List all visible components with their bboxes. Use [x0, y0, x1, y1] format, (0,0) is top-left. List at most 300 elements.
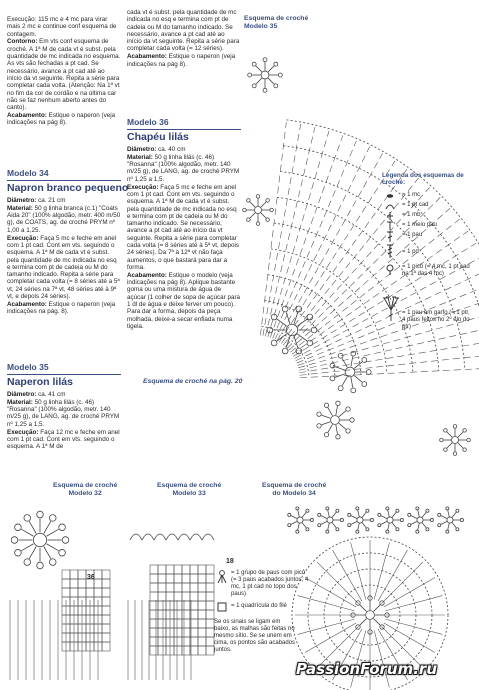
stitch-stroke [422, 512, 426, 517]
legend-item: = 1 pau [382, 231, 474, 244]
stitch-stroke [261, 213, 266, 218]
stitch-stroke [21, 529, 33, 536]
picot-loop [330, 376, 335, 381]
picot-loop [336, 509, 339, 512]
stitch-stroke [360, 605, 367, 612]
picot-loop [378, 524, 381, 527]
filet-square [86, 588, 94, 597]
filet-square [158, 574, 166, 583]
picot-loop [252, 84, 256, 88]
stitch-stroke [374, 619, 381, 626]
stitch-stroke [358, 510, 359, 516]
picot-loop [350, 418, 354, 422]
filet-square [102, 579, 110, 588]
stitch-stroke [418, 523, 419, 529]
legend-title: Legenda dos esquemas de croché: [382, 172, 464, 187]
filet-square [102, 588, 110, 597]
paragraph: Execução: Faça 5 mc e feche em anel com 1 pt cad. Cont em vts. seguindo o esquema. A 1ª M de cada vt é subst. pela quantidade de mc indicada no esq e termina com pt de cadeia ou M do tamanho indicado. Repita a série para completar cada volta (= 8 séries até a 5ª vt, 24 séries na 7ª vt, 48 séries até à 9ª vt, e depois 24 séries). [7, 234, 120, 301]
legend-secondary [214, 570, 310, 654]
stitch-stroke [328, 510, 329, 516]
stitch-stroke [441, 522, 447, 525]
filet-square [174, 583, 182, 592]
filet-square [158, 628, 166, 637]
picot-loop [282, 348, 288, 354]
filet-square [166, 583, 174, 592]
filet-square [190, 574, 198, 583]
picot-loop [426, 528, 429, 531]
paragraph: Diâmetro: ca. 40 cm [127, 146, 186, 153]
stitch-stroke [302, 523, 306, 528]
filet-square [190, 583, 198, 592]
stitch-stroke [392, 512, 396, 517]
model-36-label: Modelo 36 [127, 117, 169, 127]
picot-loop [62, 537, 69, 544]
picot-loop [24, 515, 31, 522]
legend-item: = 1 meio pau [382, 221, 474, 231]
filet-square [94, 588, 102, 597]
stitch-stroke [335, 367, 345, 371]
model-36-title: Chapéu lilás [127, 131, 189, 143]
stitch-stroke [447, 432, 452, 437]
picot-loop [15, 524, 22, 531]
picot-loop [59, 524, 66, 531]
picot-loop [271, 340, 277, 346]
stitch-ray [273, 141, 357, 339]
stitch-stroke [447, 443, 452, 448]
stitch-ray [275, 147, 370, 340]
filet-square [206, 628, 214, 637]
arc-loop [154, 534, 166, 540]
picot-loop [296, 530, 299, 533]
filet-square [166, 574, 174, 583]
picot-loop [296, 507, 299, 510]
stitch-stroke [381, 522, 387, 525]
filet-square [102, 624, 110, 633]
legend-item: = 1 mc [382, 191, 474, 201]
filet-square [198, 628, 206, 637]
picot-loop [446, 507, 449, 510]
filet-square [70, 570, 78, 579]
picot-loop [278, 73, 282, 77]
half-treble-icon [382, 221, 398, 231]
filet-square [174, 592, 182, 601]
chart-page-note: Esquema de croché na pág. 20 [143, 378, 243, 385]
stitch-stroke [362, 523, 366, 528]
picot-loop [446, 530, 449, 533]
tick-icon [382, 211, 398, 221]
stitch-stroke [286, 312, 290, 324]
filet-square [182, 619, 190, 628]
stitch-stroke [448, 523, 449, 529]
filet-square [166, 592, 174, 601]
stitch-stroke [46, 529, 58, 536]
filet-square [198, 646, 206, 655]
stitch-stroke [328, 523, 329, 529]
filet-square [62, 588, 70, 597]
stitch-stroke [351, 356, 353, 366]
picot-loop [426, 509, 429, 512]
picot-loop [467, 438, 471, 442]
filet-square [158, 601, 166, 610]
legend-footnote: Se os sinais se ligam em baixo, as malhas são feitas no mesmo sítio. Se se unem em cima, os pontos são acabados juntos. [214, 619, 296, 653]
stitch-ray [378, 550, 408, 601]
paragraph: Contorno: Em vts conf esquema de croché. A 1ª M de cada vt é subst. pela quantidade de mc indicada no esquema. As vts são fechadas a pt cad. Se necessário, avance a pt cad até ao início da vt seguinte. Repita a série para completar cada volta. (Atenção: Na 1ª vt no fim da cor de cordão e na última car não se faz nenhum aberto antes do canto). [7, 38, 121, 112]
filet-square [198, 619, 206, 628]
picot-loop [306, 509, 309, 512]
stitch-ray [374, 630, 389, 687]
picot-loop [460, 518, 463, 521]
legend-item: = 1 picô (= 4 mc, 1 pt cad na 1ª das 4 mc) [382, 264, 474, 292]
filet-square [206, 637, 214, 646]
filet-square [182, 646, 190, 655]
picot-loop [37, 511, 44, 518]
stitch-stroke [321, 516, 327, 519]
stitch-stroke [351, 516, 357, 519]
filet-square [198, 637, 206, 646]
stitch-ray [351, 630, 366, 687]
picot-loop [318, 524, 321, 527]
picot-loop [456, 509, 459, 512]
filet-square [78, 579, 86, 588]
filet-square [174, 610, 182, 619]
stitch-stroke [452, 523, 456, 528]
filet-square [102, 597, 110, 606]
picot-loop [288, 524, 291, 527]
picot-loop [270, 208, 274, 212]
picot-loop [453, 452, 457, 456]
picot-loop [310, 518, 313, 521]
filet-square [158, 583, 166, 592]
stitch-stroke [354, 376, 362, 383]
picot-loop [346, 407, 350, 411]
picot-loop [366, 509, 369, 512]
stitch-stroke [452, 512, 456, 517]
picot-loop [444, 448, 448, 452]
picot-loop [400, 518, 403, 521]
paragraph: Acabamento: Estique o naperon (veja indicações na pág 8). [127, 53, 236, 68]
filet-square [174, 574, 182, 583]
filet-square [62, 570, 70, 579]
paragraph: Material: 50 g linha lilás (c. 46) "Rosanna" (100% algodão, metr. 140 m/25 g), de LANG, ag. de croché PRYM nº 1,25 a 1,5. [7, 398, 120, 428]
stitch-stroke [360, 619, 367, 626]
filet-square [150, 601, 158, 610]
stitch-stroke [268, 78, 274, 84]
stitch-ray [305, 623, 356, 653]
paragraph: Material: 50 g linha branca (c.1) "Coats Aida 20" (100% algodão, metr. 400 m/50 g), de COATS, ag. de croché PRYM nº 1,00 a 1,25. [7, 204, 121, 234]
picot-loop [386, 530, 389, 533]
picot-loop [49, 515, 56, 522]
ring [327, 517, 333, 523]
arc-icon [382, 201, 398, 211]
filet-square [158, 565, 166, 574]
stitch-stroke [374, 605, 381, 612]
filet-square [182, 574, 190, 583]
ring [357, 517, 363, 523]
chart-title-model-35: Esquema de croché Modelo 35 [244, 15, 309, 30]
picot-loop [307, 340, 313, 346]
ring [451, 436, 458, 443]
picot-loop [351, 388, 356, 393]
filet-square [102, 615, 110, 624]
filet-square [150, 646, 158, 655]
ring [297, 517, 303, 523]
stitch-stroke [298, 510, 299, 516]
filet-square [182, 601, 190, 610]
paragraph: Diâmetro: ca. 21 cm [7, 197, 66, 204]
filet-square [198, 565, 206, 574]
picot-loop [274, 84, 278, 88]
picot-loop [362, 358, 367, 363]
ring [417, 517, 423, 523]
dot-icon [382, 191, 398, 201]
stitch-stroke [362, 512, 366, 517]
picot-loop [317, 424, 321, 428]
picot-loop [366, 528, 369, 531]
picot-loop [463, 429, 467, 433]
picot-loop [59, 549, 66, 556]
filet-square [102, 642, 110, 651]
picot-loop [366, 370, 371, 375]
paragraph: Acabamento: Estique o naperon (veja indicações na pág 8). [7, 112, 116, 127]
ring [254, 206, 261, 213]
stitch-ray [351, 543, 366, 600]
filet-square [206, 601, 214, 610]
picot-loop [348, 524, 351, 527]
filet-square [150, 610, 158, 619]
cluster-icon [214, 570, 230, 584]
picot-loop [416, 507, 419, 510]
picot-loop [348, 513, 351, 516]
picot-loop [396, 509, 399, 512]
filet-square [102, 633, 110, 642]
stitch-stroke [351, 377, 353, 387]
stitch-stroke [351, 522, 357, 525]
picot-loop [263, 58, 267, 62]
stitch-stroke [277, 334, 287, 341]
filet-square [158, 610, 166, 619]
picot-loop [266, 218, 270, 222]
paragraph: Execução: Faça 5 mc e feche em anel com 1 pt cad. Cont em vts. seguindo o esquema. A 1ª M de cada vt é subst. pela quantidade de mc indicada no esq e termina com pt de cadeia ou M do tamanho indicado. Se necessário, avance a pt cad até ao início da vt seguinte. Repita a série para completar cada volta (= 8 séries até à 5ª vt, depois 24 séries). Da 7ª à 12ª vt não faça aumentos, o que bastará para dar a forma. [127, 183, 240, 271]
picot-loop [24, 559, 31, 566]
stitch-stroke [458, 443, 463, 448]
filet-square [182, 610, 190, 619]
stitch-stroke [291, 516, 297, 519]
filet-square [158, 619, 166, 628]
stitch-ray [385, 619, 442, 634]
picot-loop [266, 199, 270, 203]
watermark: PassionForum.ru [296, 660, 438, 678]
stitch-stroke [328, 408, 333, 416]
picot-loop [338, 386, 343, 391]
filet-square [182, 565, 190, 574]
picot-loop [416, 530, 419, 533]
paragraph: Execução: 115 mc e 4 mc para virar mais 2 mc e continue conf esquema de contagem. [7, 16, 117, 38]
stitch-stroke [44, 546, 51, 558]
picot-loop [463, 448, 467, 452]
picot-loop [336, 435, 340, 439]
stitch-ray [374, 543, 389, 600]
picot-loop [324, 433, 328, 437]
filet-square [94, 579, 102, 588]
stitch-stroke [268, 66, 274, 72]
stitch-stroke [298, 523, 299, 529]
stitch-stroke [29, 521, 36, 533]
filet-square [206, 646, 214, 655]
filet-square [78, 588, 86, 597]
legend-item: = 1 pau em garfo (= 1 ptr, 4 paus feitos no 2º elo do ptr) [382, 296, 474, 330]
stitch-stroke [448, 510, 449, 516]
filet-square [166, 565, 174, 574]
filet-square [62, 579, 70, 588]
stitch-stroke [422, 523, 426, 528]
picot-loop [326, 507, 329, 510]
model-35-label: Modelo 35 [7, 362, 49, 372]
legend-item: = 1 quadrícula do filé [214, 602, 310, 614]
arc-loop [130, 534, 142, 540]
paragraph: Diâmetro: ca. 41 cm [7, 391, 66, 398]
stitch-stroke [392, 523, 396, 528]
filet-square [182, 583, 190, 592]
filet-square [190, 565, 198, 574]
picot-loop [252, 62, 256, 66]
stitch-stroke [418, 510, 419, 516]
stitch-stroke [328, 424, 333, 432]
filet-square [158, 592, 166, 601]
ring [366, 611, 375, 620]
picot-loop [351, 351, 356, 356]
filet-square [174, 646, 182, 655]
stitch-stroke [339, 423, 346, 429]
double-treble-icon [382, 244, 398, 259]
arc-loop [202, 534, 214, 540]
picot-loop [37, 562, 44, 569]
paragraph: Execução: Faça 12 mc e feche em anel com 1 pt cad. Cont em vts. seguindo o esquema. A 1ª M de [7, 428, 120, 451]
picot-loop [263, 88, 267, 92]
filet-square [198, 592, 206, 601]
filet-square [102, 570, 110, 579]
stitch-stroke [342, 377, 347, 386]
picot-loop [408, 513, 411, 516]
picot-loop [456, 528, 459, 531]
filet-square [182, 592, 190, 601]
stitch-stroke [388, 510, 389, 516]
stitch-stroke [256, 66, 262, 72]
picot-loop [356, 507, 359, 510]
picot-loop [362, 382, 367, 387]
picot-loop [453, 425, 457, 429]
stitch-stroke [261, 202, 266, 207]
stitch-stroke [250, 213, 255, 218]
picot-loop [11, 537, 18, 544]
picot-loop [256, 222, 260, 226]
picot-loop [440, 438, 444, 442]
arc-loop [190, 534, 202, 540]
arc-loop [178, 534, 190, 540]
picot-loop [438, 513, 441, 516]
picot-loop [306, 528, 309, 531]
stitch-stroke [339, 411, 346, 417]
picot-loop [444, 429, 448, 433]
filet-square [158, 646, 166, 655]
chart-title-model-32: Esquema de croché Modelo 32 [53, 482, 118, 497]
paragraph: cada vt é subst. pela quantidade de mc indicada no esq e termina com pt de cadeia ou M do tamanho indicado. Se necessário, avance a pt cad até ao início da vt seguinte. Repita a série para completar cada volta (= 12 séries). [127, 9, 240, 53]
stitch-ray [263, 124, 301, 336]
picot-loop [248, 73, 252, 77]
stitch-stroke [297, 319, 307, 326]
picot-loop [378, 513, 381, 516]
stitch-stroke [21, 544, 33, 551]
chart-title-model-34: Esquema de croché do Modelo 34 [262, 482, 327, 497]
filet-square [174, 619, 182, 628]
filet-square [174, 628, 182, 637]
grid-label: 18 [226, 558, 234, 565]
stitch-stroke [297, 334, 307, 341]
picot-loop [288, 513, 291, 516]
legend [382, 172, 474, 330]
filet-square [206, 592, 214, 601]
picot-loop [408, 524, 411, 527]
stitch-stroke [336, 406, 338, 415]
picot-loop [396, 528, 399, 531]
picot-loop [15, 549, 22, 556]
ring [447, 517, 453, 523]
square-icon [214, 602, 230, 612]
stitch-stroke [321, 415, 330, 418]
arc-loop [142, 534, 154, 540]
picot-loop [49, 559, 56, 566]
filet-square [70, 588, 78, 597]
picot-loop [356, 530, 359, 533]
chart-title-model-33: Esquema de croché Modelo 33 [157, 482, 222, 497]
stitch-ray [299, 338, 479, 373]
picot-loop [243, 208, 247, 212]
filet-square [78, 570, 86, 579]
stitch-stroke [250, 202, 255, 207]
stitch-stroke [29, 546, 36, 558]
stitch-stroke [44, 521, 51, 533]
filet-square [150, 565, 158, 574]
arc-loop [166, 534, 178, 540]
paragraph: Material: 50 g linha lilás (c. 46) "Rosanna" (100% algodão, metr. 140 m/25 g), de LANG, ag. de croché PRYM nº 1,25 a 1,5. [127, 153, 240, 183]
picot-loop [326, 530, 329, 533]
filet-square [206, 583, 214, 592]
stitch-stroke [336, 425, 338, 434]
filet-square [190, 592, 198, 601]
stitch-stroke [302, 512, 306, 517]
stitch-stroke [321, 522, 327, 525]
ring [331, 416, 340, 425]
picot-loop [247, 199, 251, 203]
stitch-ray [317, 562, 359, 604]
filet-square [158, 637, 166, 646]
filet-square [102, 606, 110, 615]
stitch-stroke [411, 516, 417, 519]
model-35-title: Naperon lilás [7, 376, 73, 388]
stitch-stroke [354, 362, 362, 369]
ring [261, 71, 269, 79]
filet-square [206, 574, 214, 583]
picot-loop [336, 528, 339, 531]
filet-square [70, 579, 78, 588]
filet-square [174, 565, 182, 574]
picot-loop [336, 401, 340, 405]
filet-square [198, 610, 206, 619]
filet-square [174, 637, 182, 646]
stitch-stroke [388, 523, 389, 529]
picot-loop [386, 507, 389, 510]
stitch-stroke [332, 512, 336, 517]
stitch-stroke [321, 422, 330, 425]
